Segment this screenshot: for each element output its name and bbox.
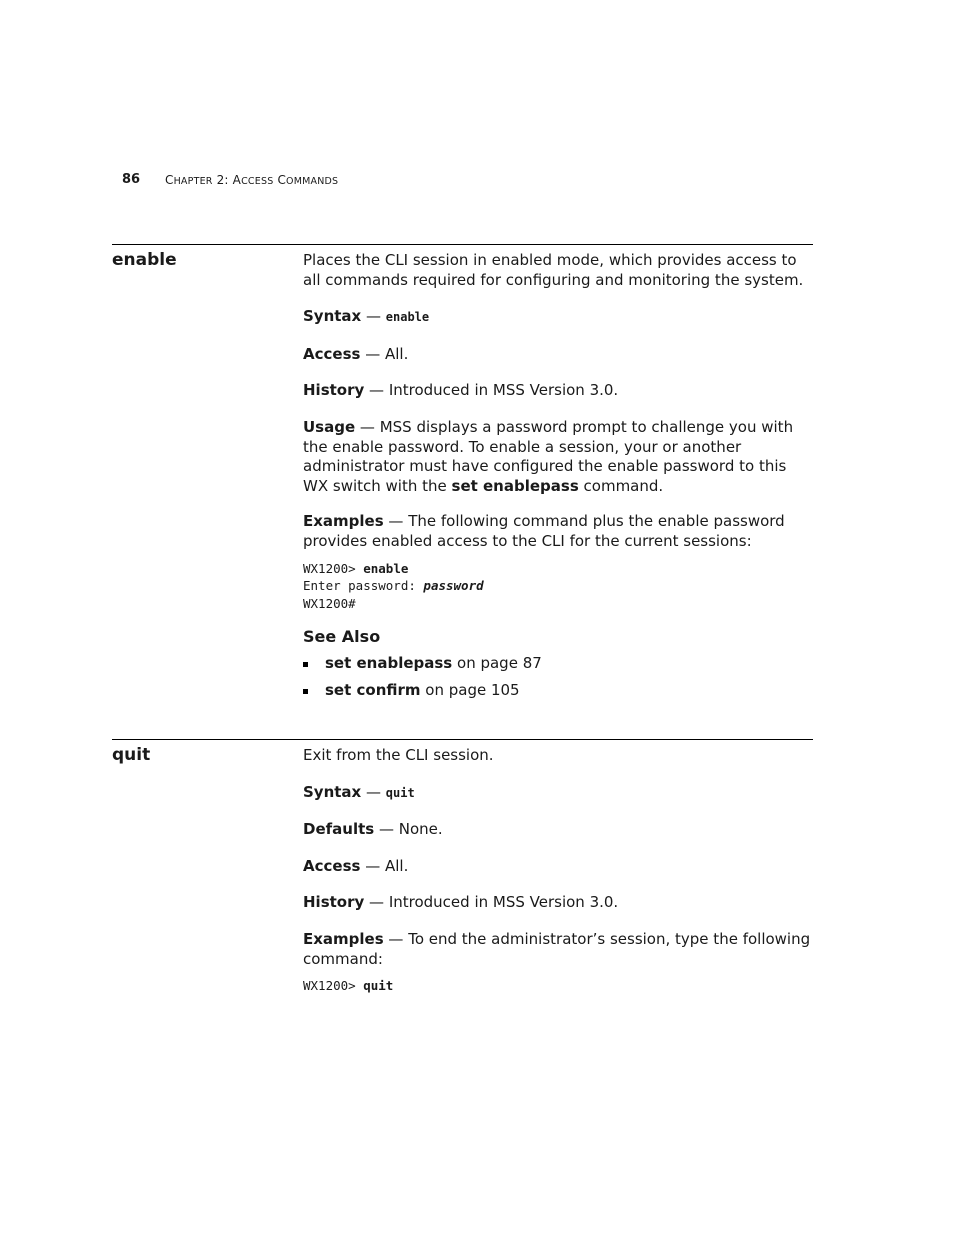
- command-title-enable: enable: [112, 250, 177, 270]
- see-also-heading: See Also: [303, 627, 381, 647]
- quit-defaults: Defaults — None.: [303, 820, 443, 839]
- enable-history: History — Introduced in MSS Version 3.0.: [303, 381, 619, 400]
- page-header: [122, 172, 339, 187]
- syntax-command: enable: [385, 310, 430, 325]
- enable-syntax: Syntax — enable: [303, 307, 430, 326]
- enable-description: Places the CLI session in enabled mode, which provides access to all commands required for configuring and monitoring the system.: [303, 251, 804, 289]
- quit-description: Exit from the CLI session.: [303, 746, 494, 764]
- chapter-title: CHAPTER 2: ACCESS COMMANDS: [165, 173, 339, 187]
- quit-section-body: [303, 746, 815, 995]
- quit-access: Access — All.: [303, 856, 409, 875]
- section-divider: [112, 739, 813, 740]
- section-divider: [112, 244, 813, 245]
- see-also-item[interactable]: set enablepass on page 87: [303, 654, 815, 674]
- enable-usage: Usage — MSS displays a password prompt to challenge you with the enable password. To enable a session, your or another administrator must have configured the enable password to this WX switch with the set enablepass command.: [303, 417, 794, 495]
- enable-code-block: WX1200> enable Enter password: password WX1200#: [303, 560, 484, 611]
- enable-section-body: [303, 251, 815, 701]
- command-title-quit: quit: [112, 745, 151, 765]
- bullet-icon: [303, 689, 308, 694]
- see-also-item[interactable]: set confirm on page 105: [303, 681, 815, 701]
- quit-history: History — Introduced in MSS Version 3.0.: [303, 893, 619, 912]
- page-number: 86: [122, 172, 141, 187]
- quit-examples: Examples — To end the administrator’s session, type the following command:: [303, 929, 811, 968]
- syntax-command: quit: [385, 785, 415, 800]
- enable-access: Access — All.: [303, 344, 409, 363]
- quit-syntax: Syntax — quit: [303, 782, 415, 801]
- quit-code-block: WX1200> quit: [303, 978, 394, 994]
- bullet-icon: [303, 662, 308, 667]
- enable-examples: Examples — The following command plus the enable password provides enabled access to the CLI for the current sessions:: [303, 512, 785, 550]
